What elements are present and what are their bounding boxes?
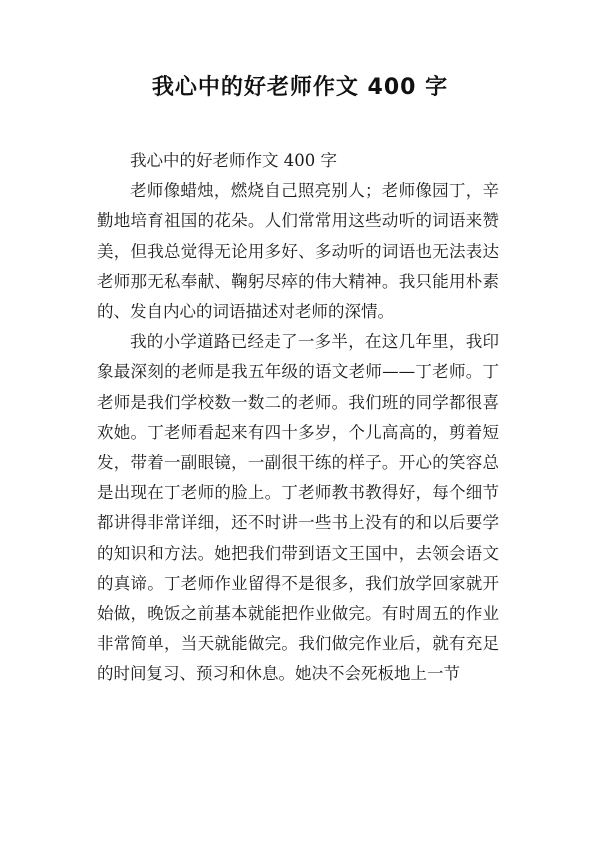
paragraph-intro: 老师像蜡烛，燃烧自己照亮别人；老师像园丁，辛勤地培育祖国的花朵。人们常常用这些动听的词语来赞美，但我总觉得无论用多好、多动听的词语也无法表达老师那无私奉献、鞠躬尽瘁的伟大精神。我只能用朴素的、发自内心的词语描述对老师的深情。: [97, 181, 499, 322]
document-body: [97, 146, 499, 690]
page-title: 我心中的好老师作文 400 字: [151, 75, 449, 100]
paragraph-teacher-description: 我的小学道路已经走了一多半，在这几年里，我印象最深刻的老师是我五年级的语文老师——丁老师。丁老师是我们学校数一数二的老师。我们班的同学都很喜欢她。丁老师看起来有四十多岁，个儿高高的，剪着短发，带着一副眼镜，一副很干练的样子。开心的笑容总是出现在丁老师的脸上。丁老师教书教得好，每个细节都讲得非常详细，还不时讲一些书上没有的和以后要学的知识和方法。她把我们带到语文王国中，去领会语文的真谛。丁老师作业留得不是很多，我们放学回家就开始做，晚饭之前基本就能把作业做完。有时周五的作业非常简单，当天就能做完。我们做完作业后，就有充足的时间复习、预习和休息。她决不会死板地上一节: [97, 332, 499, 684]
paragraph-heading-line: 我心中的好老师作文 400 字: [130, 151, 337, 170]
